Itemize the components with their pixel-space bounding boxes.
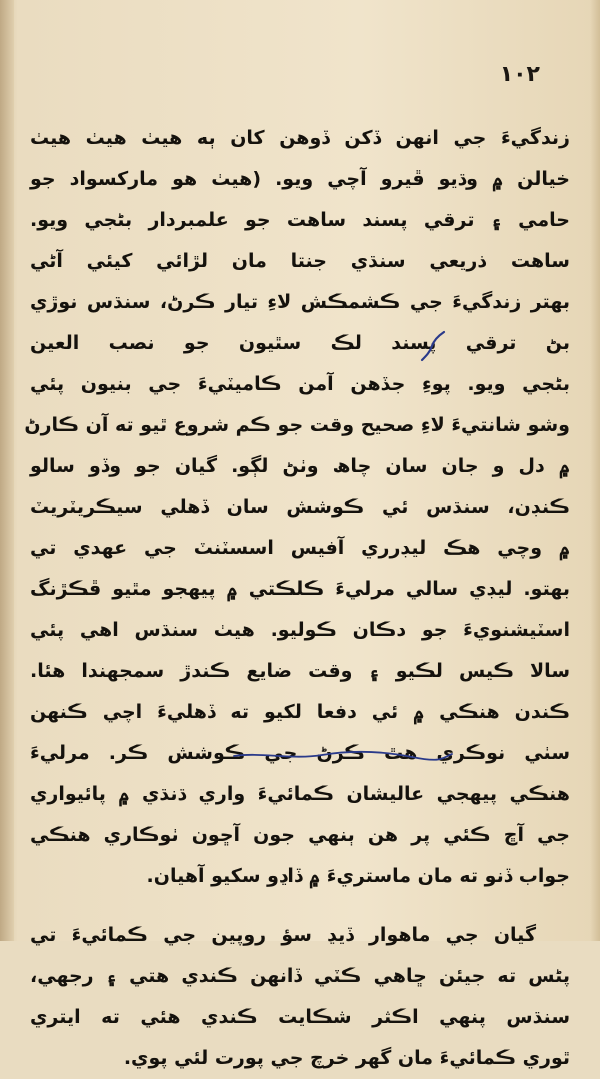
text-line: بهتر زندگيءَ جي ڪشمڪش لاءِ تيار ڪرڻ، سنڌس نوڙي — [30, 291, 570, 313]
page-edge-shadow — [590, 0, 600, 941]
text-line: زندگيءَ جي انهن ڏکن ڏوھن کان ٻه ھيٺ ھيٺ ھيٺ — [30, 127, 570, 149]
text-line: ڪنڊن، سنڌس ئي ڪوشش سان ڏھلي سيڪريٽريٽ — [30, 496, 570, 518]
body-text — [24, 118, 570, 1079]
text-line: ۾ وچي ھڪ ليڊرري آفيس اسسٽنٽ جي عهدي تي — [30, 537, 570, 559]
text-line: جي آڇ ڪئي پر ھن ٻنهي جون آڇون ٺوڪاري ھنڪي — [30, 824, 570, 846]
text-line: ڪندن ھنڪي ۾ ئي دفعا لکيو ته ڏهليءَ اچي ڪنهن — [30, 701, 570, 723]
pen-check-mark — [418, 330, 448, 370]
text-line: خيالن ۾ وڌيو ڦيرو آچي ويو. (ھيٺ ھو مارکسواد جو — [30, 168, 570, 190]
text-line: وشو شانتيءَ لاءِ صحيح وقت جو ڪم شروع ٿيو ته آن ڪارڻ — [24, 414, 570, 436]
text-line: حامي ۽ ترقي پسند ساھت جو علمبردار بڻجي ويو. — [30, 209, 570, 231]
page-number: ١٠٢ — [499, 62, 540, 87]
text-line: بهتو. ليڊي سالي مرليءَ ڪلڪتي ۾ پيھجو مٿيو ڦڪڙنگ — [30, 578, 570, 600]
text-line: اسٽيشنويءَ جو دڪان ڪوليو. ھيٺ سنڌس اھي پئي — [30, 619, 570, 641]
text-line: بڻ ترقي پسند لڪ سٿيون جو نصب العين — [30, 332, 570, 354]
text-line: ٿوري ڪمائيءَ مان گهر خرچ جي پورت لئي پوي. — [123, 1047, 570, 1069]
text-line: بڻجي ويو. پوءِ جڏهن آمن ڪاميٽيءَ جي بنيون پئي — [30, 373, 570, 395]
text-line: سنڌس پنهي اڪثر شڪايت ڪندي ھئي ته ايتري — [30, 1006, 570, 1028]
text-line: سٺي نوڪري ھٿ ڪرڻ جي ڪوشش ڪر. مرليءَ — [30, 742, 570, 764]
pen-underline-mark — [232, 748, 454, 762]
text-line: ۾ دل و جان سان چاھ وٺڻ لڳو. گيان جو وڏو سالو — [30, 455, 570, 477]
text-line: پڻس ته جيئن ڇاھي ڪٽي ڏانهن ڪندي ھتي ۽ رجهي، — [30, 965, 570, 987]
text-line: گيان جي ماھوار ڏيڍ سؤ روپين جي ڪمائيءَ تي — [30, 924, 536, 946]
text-line: ھنڪي پيھجي عاليشان ڪمائيءَ واري ڌنڌي ۾ پائيواري — [30, 783, 570, 805]
text-line: ساھت ذريعي سنڌي جنتا مان لڙائي کيئي آڻي — [30, 250, 570, 272]
page-binding-edge — [0, 0, 14, 941]
text-line: سالا ڪيس لڪيو ۽ وقت ضايع ڪندڙ سمجهندا هئا. — [30, 660, 570, 682]
text-line: جواب ڏنو ته مان ماستريءَ ۾ ڏاڍو سکيو آھيان. — [146, 865, 570, 887]
